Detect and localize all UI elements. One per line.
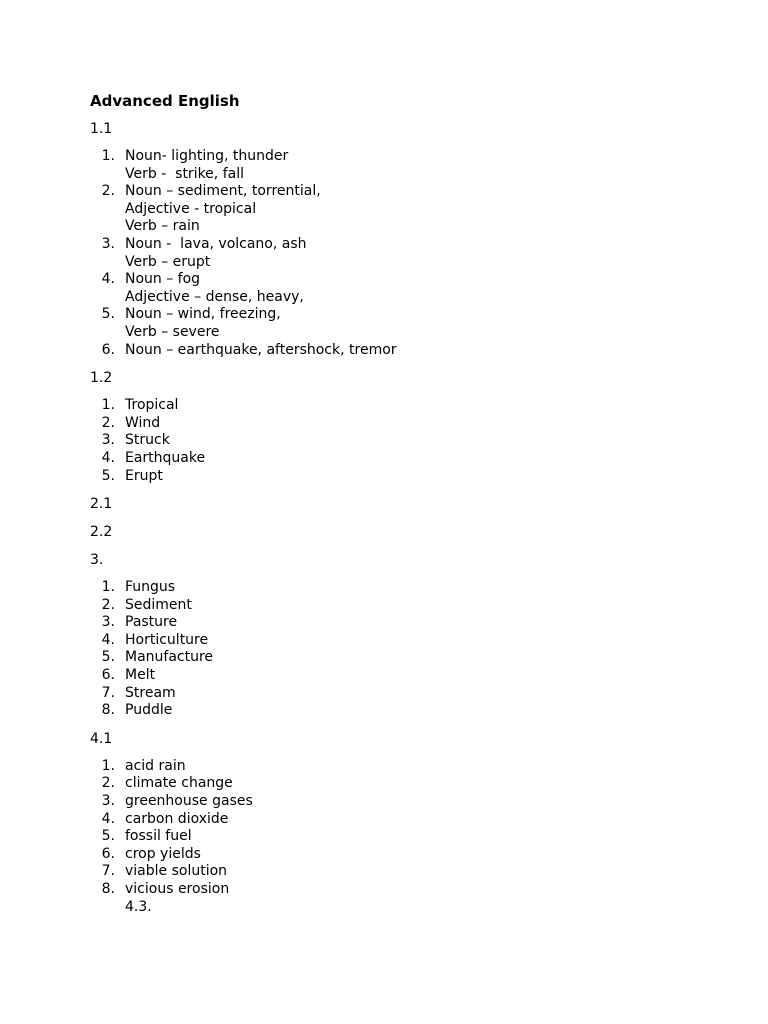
list-item (90, 342, 710, 360)
list-item (90, 614, 710, 632)
list-item-line: Wind (125, 414, 161, 431)
list-item (90, 415, 710, 433)
list-item-number: 7. (101, 684, 115, 701)
list-item-text (125, 183, 321, 236)
list-item-number: 5. (101, 828, 115, 845)
list-item-number: 6. (101, 341, 115, 358)
list-item (90, 597, 710, 615)
list-item (90, 432, 710, 450)
list-item-number: 7. (101, 863, 115, 880)
list-item (90, 468, 710, 486)
list-item (90, 863, 710, 881)
list-item-number: 3. (101, 793, 115, 810)
list-item-line: greenhouse gases (125, 793, 253, 810)
list-item-line: Verb – severe (125, 323, 220, 340)
document-body (90, 120, 710, 916)
section-label: 1.2 (90, 370, 113, 387)
list-item (90, 702, 710, 720)
list-item-text (125, 397, 178, 415)
list-item-number: 3. (101, 235, 115, 252)
list-item-line: Horticulture (125, 631, 209, 648)
list-item-line: Stream (125, 684, 176, 701)
list-item-line: Pasture (125, 614, 178, 631)
list-item (90, 667, 710, 685)
list-item-number: 2. (101, 183, 115, 200)
list-item-number: 4. (101, 631, 115, 648)
list-item-number: 2. (101, 775, 115, 792)
list-item (90, 775, 710, 793)
section-label: 1.1 (90, 121, 113, 137)
list-item-line: Noun – sediment, torrential, (125, 183, 321, 200)
list-item-text (125, 632, 208, 650)
list-item-line: vicious erosion (125, 881, 230, 897)
list-item (90, 397, 710, 415)
list-item-text (125, 597, 192, 615)
list-item-number: 1. (101, 148, 115, 164)
section-label: 3. (90, 552, 104, 569)
list-item-text (125, 415, 160, 433)
list-item-line: Noun – wind, freezing, (125, 306, 281, 323)
list-item-number: 5. (101, 467, 115, 484)
list-item-line: Struck (125, 432, 170, 449)
list-item-line: Erupt (125, 467, 163, 484)
list-item-text (125, 342, 397, 360)
list-item (90, 828, 710, 846)
list-item-line: Manufacture (125, 649, 214, 666)
list-item-number: 3. (101, 614, 115, 631)
list-item-line: climate change (125, 775, 233, 792)
list-item (90, 148, 710, 183)
numbered-list (90, 758, 710, 916)
list-item-number: 1. (101, 397, 115, 414)
list-item-line: Verb – erupt (125, 253, 211, 270)
list-item (90, 758, 710, 776)
list-item-number: 6. (101, 667, 115, 684)
list-item-text (125, 450, 205, 468)
list-item-number: 4. (101, 810, 115, 827)
list-item (90, 632, 710, 650)
list-item-line: Melt (125, 667, 156, 684)
list-item-line: Sediment (125, 596, 192, 613)
list-item (90, 450, 710, 468)
list-item-text (125, 614, 177, 632)
list-item-text (125, 775, 233, 793)
list-item-text (125, 306, 281, 341)
list-item-text (125, 667, 155, 685)
list-item-number: 5. (101, 649, 115, 666)
list-item-line: Adjective - tropical (125, 200, 257, 217)
list-item-line: Noun- lighting, thunder (125, 148, 289, 164)
list-item-text (125, 846, 201, 864)
list-item-number: 8. (101, 881, 115, 897)
list-item-line: Fungus (125, 579, 176, 596)
list-item-line: Noun - lava, volcano, ash (125, 235, 307, 252)
document-title: Advanced English (90, 92, 240, 110)
list-item-text (125, 579, 175, 597)
list-item-number: 8. (101, 702, 115, 719)
list-item-line: Verb - strike, fall (125, 165, 244, 182)
list-item (90, 793, 710, 811)
list-item-text (125, 236, 307, 271)
list-item (90, 236, 710, 271)
list-item-line: Noun – fog (125, 271, 201, 288)
list-item (90, 846, 710, 864)
list-item (90, 183, 710, 236)
list-item (90, 881, 710, 916)
list-item-number: 4. (101, 271, 115, 288)
list-item-number: 1. (101, 579, 115, 596)
list-item-line: Tropical (125, 397, 179, 414)
list-item-number: 2. (101, 596, 115, 613)
list-item-text (125, 758, 186, 776)
list-item-line: crop yields (125, 845, 201, 862)
numbered-list (90, 148, 710, 359)
list-item-line: Noun – earthquake, aftershock, tremor (125, 341, 397, 358)
document-page (90, 91, 710, 926)
list-item-line: Verb – rain (125, 218, 200, 235)
list-item-line: viable solution (125, 863, 228, 880)
list-item-line: 4.3. (125, 898, 152, 915)
list-item-text (125, 793, 253, 811)
list-item-number: 6. (101, 845, 115, 862)
list-item-text (125, 881, 229, 916)
list-item-text (125, 468, 163, 486)
list-item (90, 271, 710, 306)
section-label: 2.2 (90, 524, 113, 541)
numbered-list (90, 579, 710, 720)
section-label: 4.1 (90, 730, 113, 747)
list-item-line: carbon dioxide (125, 810, 229, 827)
list-item (90, 685, 710, 703)
list-item-text (125, 828, 192, 846)
list-item-line: Puddle (125, 702, 173, 719)
list-item-text (125, 685, 176, 703)
list-item-number: 3. (101, 432, 115, 449)
list-item-number: 4. (101, 449, 115, 466)
list-item-line: acid rain (125, 757, 186, 774)
section-label: 2.1 (90, 496, 113, 513)
list-item-text (125, 649, 213, 667)
list-item (90, 306, 710, 341)
list-item-number: 2. (101, 414, 115, 431)
list-item (90, 811, 710, 829)
list-item-line: fossil fuel (125, 828, 192, 845)
list-item-number: 1. (101, 757, 115, 774)
list-item-text (125, 432, 170, 450)
list-item-line: Earthquake (125, 449, 206, 466)
list-item-number: 5. (101, 306, 115, 323)
list-item (90, 649, 710, 667)
list-item-text (125, 811, 228, 829)
list-item-line: Adjective – dense, heavy, (125, 288, 304, 305)
list-item-text (125, 271, 304, 306)
list-item-text (125, 702, 172, 720)
list-item-text (125, 863, 227, 881)
numbered-list (90, 397, 710, 485)
list-item (90, 579, 710, 597)
list-item-text (125, 148, 288, 183)
